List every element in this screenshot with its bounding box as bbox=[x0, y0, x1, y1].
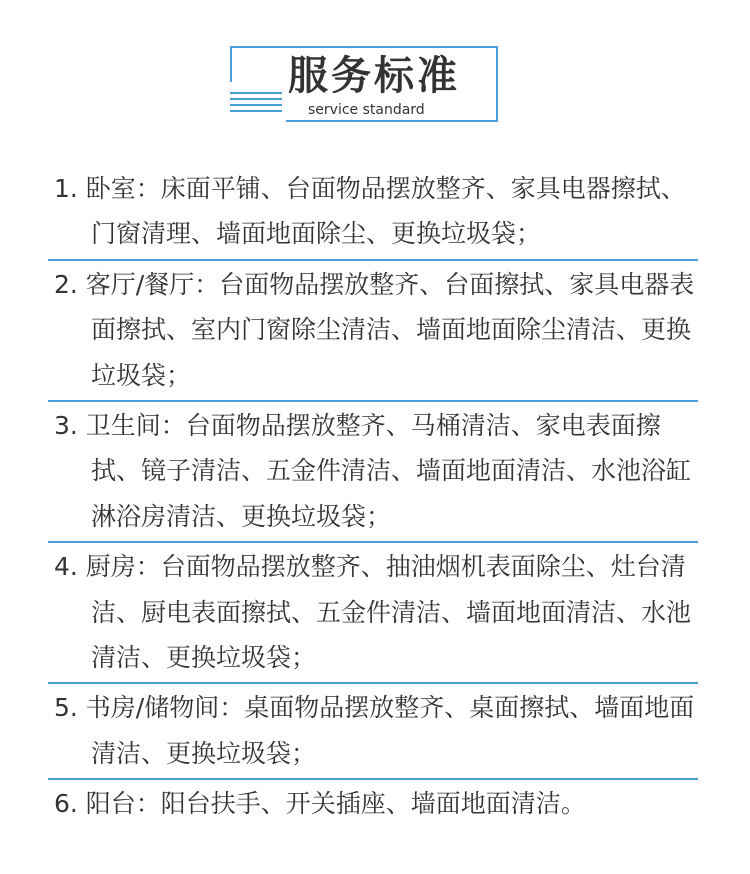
frame-right-line bbox=[496, 46, 498, 122]
divider bbox=[48, 541, 698, 543]
service-standard-list bbox=[54, 166, 704, 827]
list-item-bedroom: 1. 卧室：床面平铺、台面物品摆放整齐、家具电器擦拭、门窗清理、墙面地面除尘、更换垃圾袋； bbox=[54, 174, 686, 249]
stripe bbox=[230, 110, 282, 112]
divider bbox=[48, 778, 698, 780]
divider bbox=[48, 259, 698, 261]
stripe bbox=[230, 98, 282, 100]
list-item-balcony: 6. 阳台：阳台扶手、开关插座、墙面地面清洁。 bbox=[54, 789, 586, 819]
stripe bbox=[230, 92, 282, 94]
section-title-frame bbox=[230, 46, 498, 122]
page-subtitle: service standard bbox=[308, 102, 425, 118]
frame-top-line bbox=[230, 46, 498, 48]
decorative-stripes bbox=[230, 92, 282, 116]
stripe bbox=[230, 104, 282, 106]
list-item-living-room: 2. 客厅/餐厅：台面物品摆放整齐、台面擦拭、家具电器表面擦拭、室内门窗除尘清洁、墙面地面除尘清洁、更换垃圾袋； bbox=[54, 269, 695, 390]
page-title: 服务标准 bbox=[288, 53, 460, 99]
divider bbox=[48, 682, 698, 684]
frame-bottom-line bbox=[286, 120, 498, 122]
list-item-bathroom: 3. 卫生间：台面物品摆放整齐、马桶清洁、家电表面擦拭、镜子清洁、五金件清洁、墙面地面清洁、水池浴缸淋浴房清洁、更换垃圾袋； bbox=[54, 411, 692, 531]
list-item-study: 5. 书房/储物间：桌面物品摆放整齐、桌面擦拭、墙面地面清洁、更换垃圾袋； bbox=[54, 693, 695, 768]
divider bbox=[48, 400, 698, 402]
frame-left-line bbox=[230, 46, 232, 82]
list-item-kitchen: 4. 厨房：台面物品摆放整齐、抽油烟机表面除尘、灶台清洁、厨电表面擦拭、五金件清洁、墙面地面清洁、水池清洁、更换垃圾袋； bbox=[54, 552, 692, 673]
